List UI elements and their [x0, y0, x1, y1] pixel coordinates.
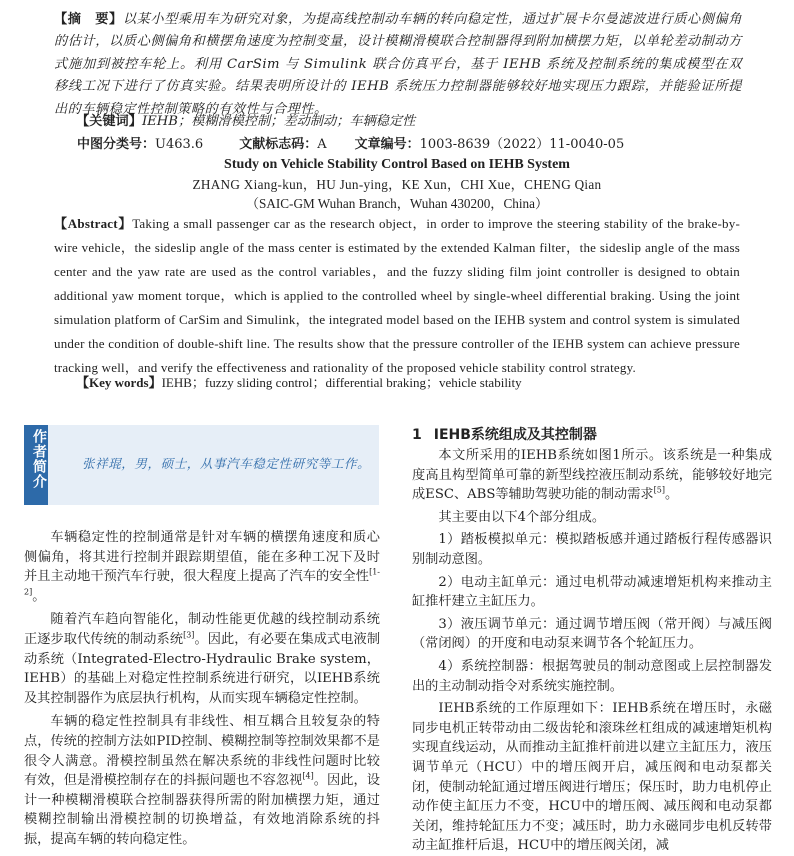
chinese-keywords [76, 112, 736, 132]
english-abstract-text: Taking a small passenger car as the research object，in order to improve the steering stability of the brake-by-wire vehicle，the sideslip angle of the mass center is estimated by the extended Kalman filter，the sideslip angle of the mass center and the yaw rate are used as the control variables，and the fuzzy sliding film joint controller is designed to obtain additional yaw moment torque，which is applied to the controlled wheel by single-wheel differential braking. Using the joint simulation platform of CarSim and Simulink，the integrated model based on the IEHB system and control system is simulated under the condition of double-shift line. The results show that the pressure controller of the IEHB system can achieve pressure tracking well，and verify the effectiveness and rationality of the proposed vehicle stability control strategy. [54, 216, 740, 375]
citation: [4] [302, 771, 314, 781]
article-number-label: 文章编号： [354, 137, 420, 152]
body-paragraph [24, 528, 380, 606]
english-abstract-label: 【Abstract】 [54, 216, 133, 231]
citation: [1-2] [24, 567, 380, 597]
author-bio-text: 张祥琨，男，硕士，从事汽车稳定性研究等工作。 [82, 456, 371, 471]
body-text: 车辆的稳定性控制具有非线性、相互耦合且较复杂的特点，传统的控制方法如PID控制、模糊控制等控制效果都不是很令人满意。滑模控制虽然在解决系统的非线性问题时比较有效，但是滑模控制存在的抖振问题也不容忽视 [24, 714, 380, 789]
list-item: 3）液压调节单元：通过调节增压阀（常开阀）与减压阀（常闭阀）的开度和电动泵来调节各个轮缸压力。 [412, 616, 772, 652]
body-text: 车辆稳定性的控制通常是针对车辆的横摆角速度和质心侧偏角，将其进行控制并跟踪期望值，能在多种工况下及时并且主动地干预汽车行驶，很大程度上提高了汽车的安全性 [24, 530, 380, 585]
english-keywords-label: 【Key words】 [76, 375, 162, 390]
section-number: 1 [412, 427, 422, 443]
body-paragraph [412, 446, 772, 505]
section-title: IEHB系统组成及其控制器 [433, 427, 597, 443]
classification-row [77, 135, 697, 155]
list-item: 4）系统控制器：根据驾驶员的制动意图或上层控制器发出的主动制动指令对系统实施控制。 [412, 658, 772, 694]
author-bio-tag-text: 作者简介 [31, 429, 47, 489]
chinese-abstract [54, 9, 742, 121]
body-text: 。 [664, 487, 679, 503]
clc-label: 中图分类号： [77, 137, 156, 152]
english-keywords [76, 373, 736, 393]
right-body-column [412, 446, 772, 856]
doc-code-label: 文献标志码： [239, 137, 318, 152]
body-text: 。因此，有必要在集成式电液制动系统（Integrated-Electro-Hydraulic Brake system，IEHB）的基础上对稳定性控制系统进行研究，以IEHB系统及其控制器作为底层执行机构，从而实现车辆稳定性控制。 [24, 631, 381, 706]
body-text: 。因此，设计一种模糊滑模联合控制器获得所需的附加横摆力矩，通过模糊控制输出滑模控制的切换增益，有效地消除系统的抖振，提高车辆的转向稳定性。 [24, 773, 380, 847]
chinese-keywords-text: IEHB；模糊滑模控制；差动制动；车辆稳定性 [141, 114, 416, 129]
section-heading [412, 424, 772, 446]
clc-value: U463.6 [155, 137, 204, 152]
author-bio-box [24, 425, 379, 505]
english-abstract [54, 212, 740, 380]
body-text: 本文所采用的IEHB系统如图1所示。该系统是一种集成度高且构型简单可靠的新型线控液压制动系统，能够较好地完成ESC、ABS等辅助驾驶功能的制动需求 [412, 448, 772, 503]
doc-code-value: A [317, 137, 327, 152]
citation: [5] [653, 485, 665, 495]
chinese-abstract-text: 以某小型乘用车为研究对象，为提高线控制动车辆的转向稳定性，通过扩展卡尔曼滤波进行质心侧偏角的估计，以质心侧偏角和横摆角速度为控制变量，设计模糊滑模联合控制器得到附加横摆力矩，以单轮差动制动方式施加到被控车轮上。利用 CarSim 与 Simulink 联合仿真平台，基于 IEHB 系统及控制系统的集成模型在双移线工况下进行了仿真实验。结果表明所设计的 IEHB 系统压力控制器能够较好地实现压力跟踪，并能验证所提出的车辆稳定性控制策略的有效性与合理性。 [54, 12, 743, 117]
list-item: 1）踏板模拟单元：模拟踏板感并通过踏板行程传感器识别制动意图。 [412, 532, 772, 567]
english-title: Study on Vehicle Stability Control Based on IEHB System [224, 157, 570, 172]
article-number-value: 1003-8639（2022）11-0040-05 [419, 137, 625, 152]
english-authors: ZHANG Xiang-kun，HU Jun-ying，KE Xun，CHI Xue，CHENG Qian [192, 177, 602, 192]
english-affiliation: （SAIC-GM Wuhan Branch，Wuhan 430200，China） [245, 196, 549, 211]
chinese-abstract-label: 【摘 要】 [54, 12, 123, 27]
body-paragraph: 其主要由以下4个部分组成。 [438, 509, 606, 525]
body-paragraph: IEHB系统的工作原理如下：IEHB系统在增压时，永磁同步电机正转带动由二级齿轮和滚珠丝杠组成的减速增矩机构实现直线运动，从而推动主缸推杆前进以建立主缸压力，液压调节单元（HCU）中的增压阀开启，减压阀和电动泵都关闭，使制动轮缸通过增压阀进行增压；保压时，助力电机停止动作使主缸压力不变，HCU中的增压阀、减压阀和电动泵都关闭，维持轮缸压力不变；减压时，助力永磁同步电机反转带动主缸推杆后退，HCU中的增压阀关闭，减 [412, 701, 772, 854]
body-text: 。 [32, 588, 46, 604]
left-body-column [24, 528, 380, 850]
body-paragraph [24, 712, 380, 849]
chinese-keywords-label: 【关键词】 [76, 114, 142, 129]
english-keywords-text: IEHB；fuzzy sliding control；differential braking；vehicle stability [161, 375, 522, 390]
citation: [3] [183, 630, 195, 640]
body-text: 随着汽车趋向智能化，制动性能更优越的线控制动系统正逐步取代传统的制动系统 [24, 612, 380, 647]
author-bio-tag [24, 425, 48, 505]
body-paragraph [24, 610, 380, 708]
list-item: 2）电动主缸单元：通过电机带动减速增矩机构来推动主缸推杆建立主缸压力。 [412, 574, 772, 610]
